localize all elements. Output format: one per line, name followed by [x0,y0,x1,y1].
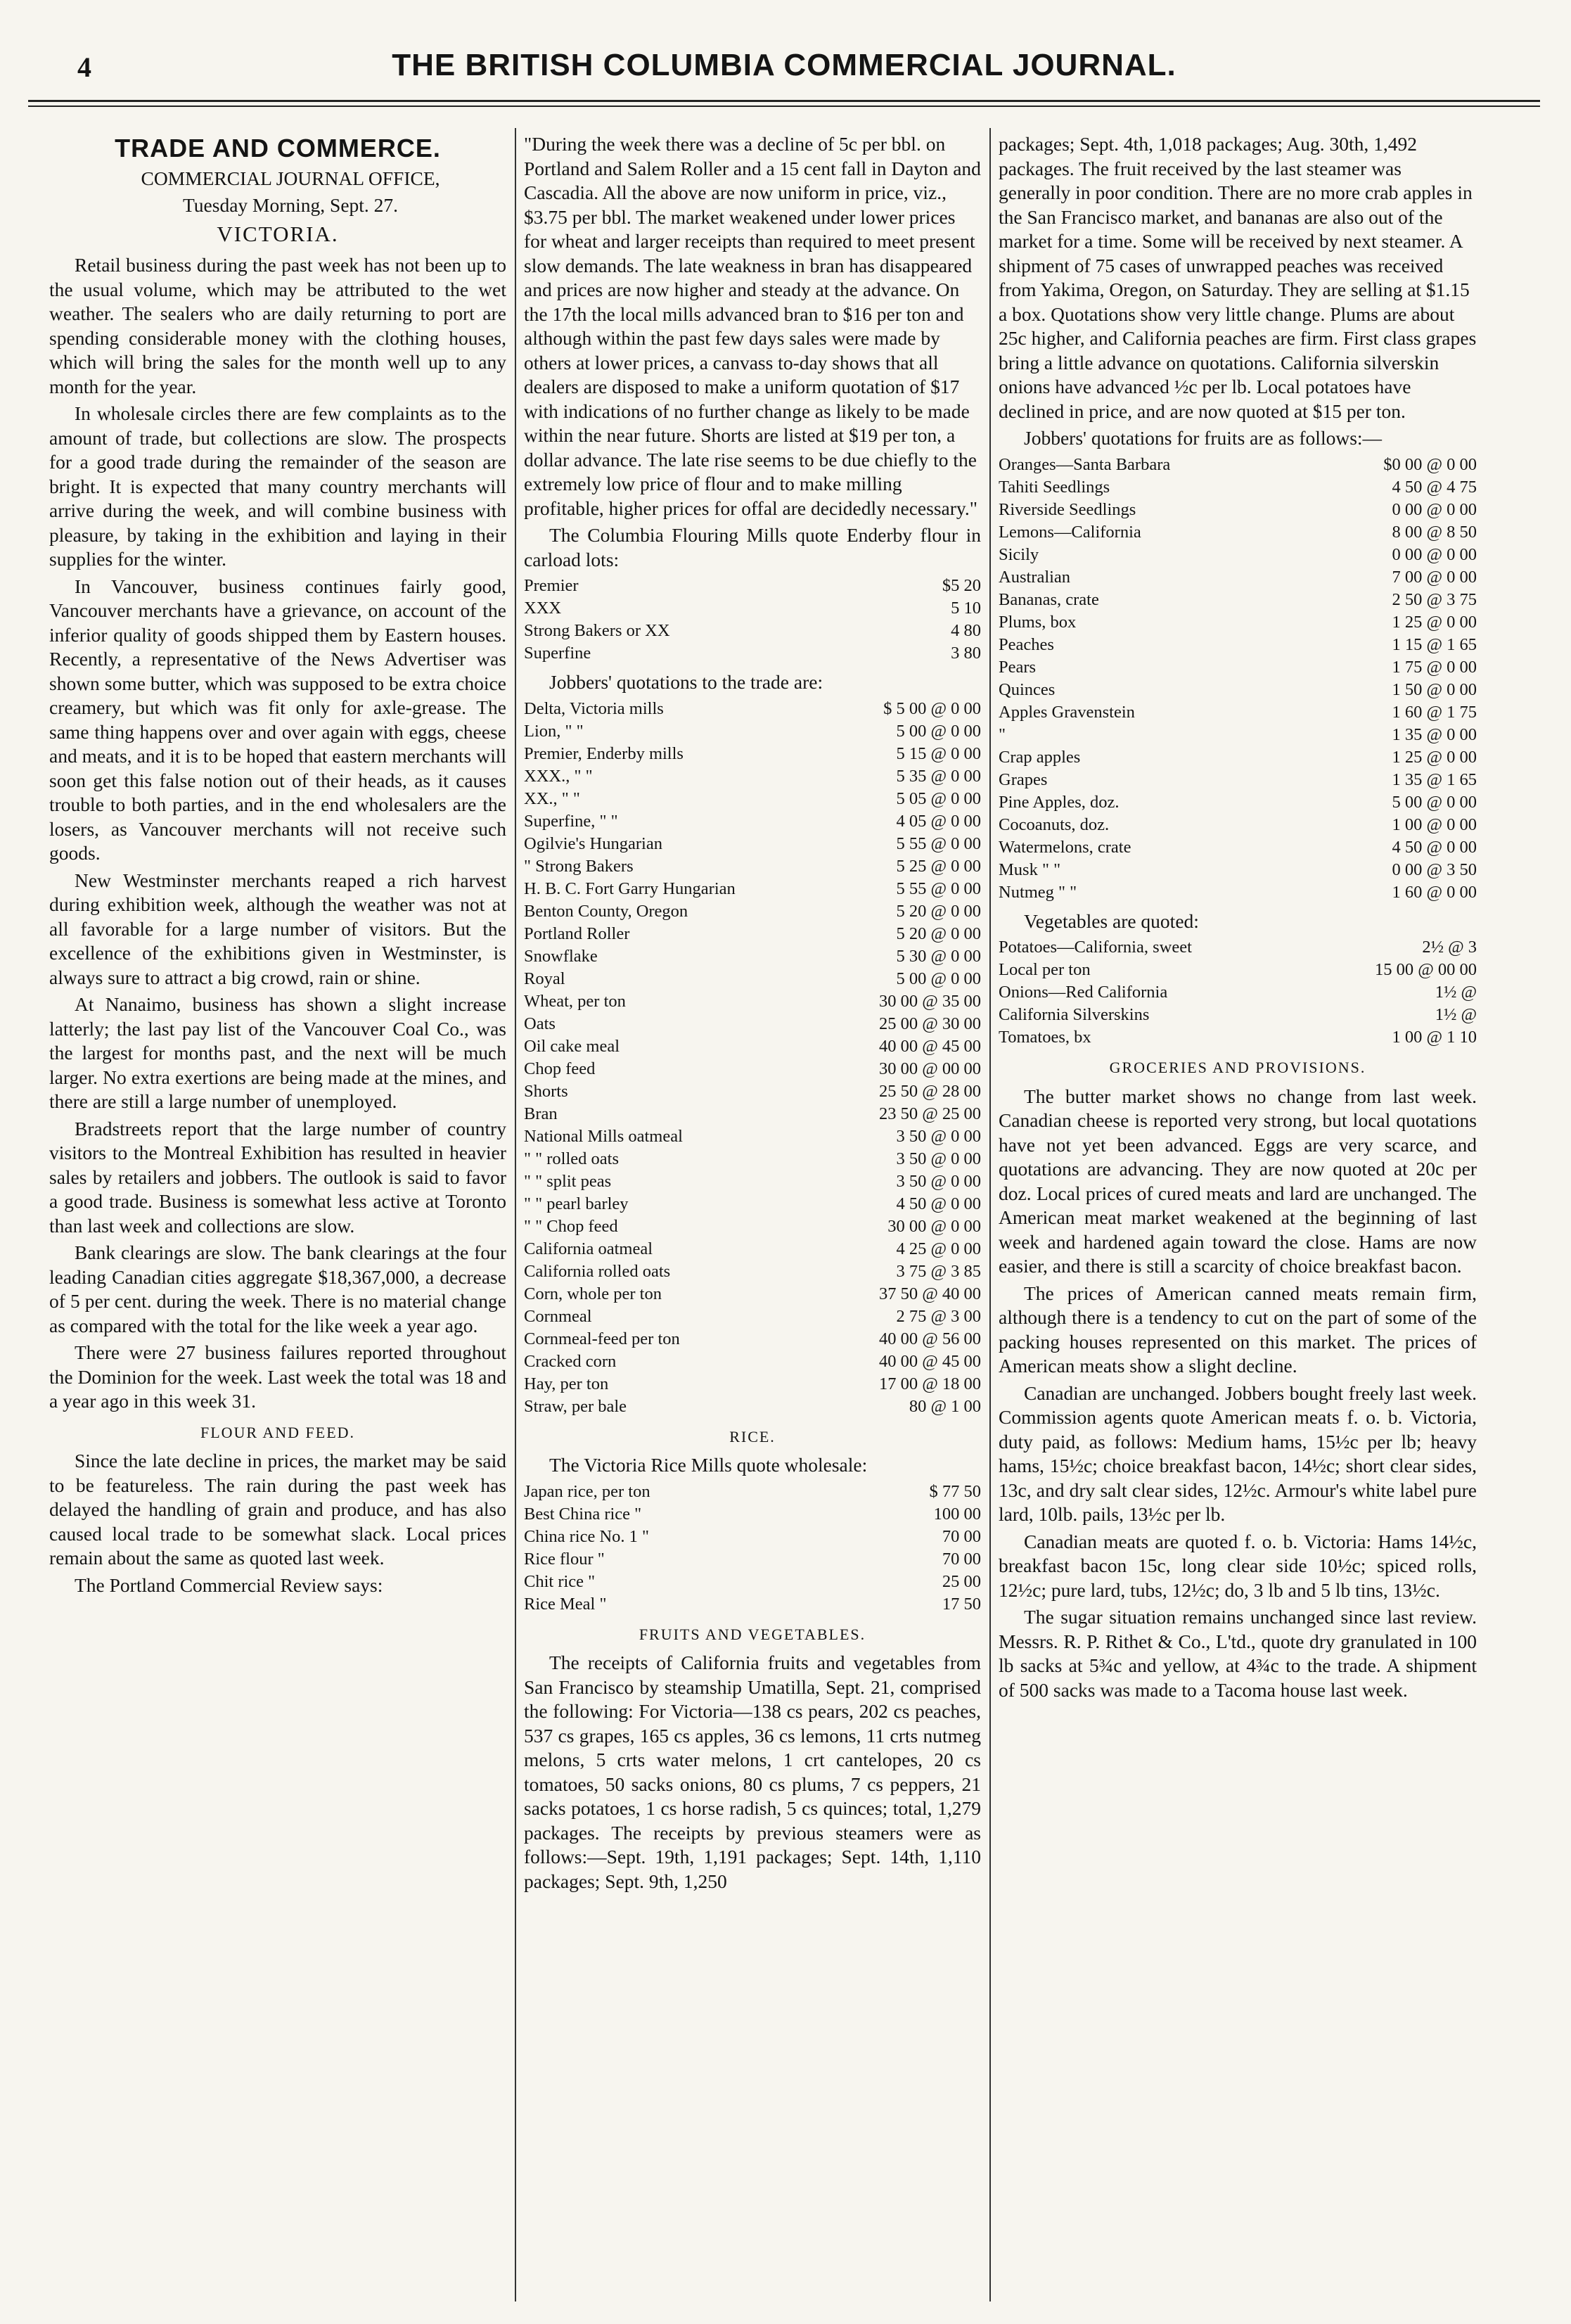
item-name: Oil cake meal [524,1036,620,1056]
price-row [524,1238,981,1260]
price-row [524,1103,981,1125]
item-price: 5 30 @ 0 00 [896,946,981,966]
item-price: 25 00 @ 30 00 [878,1014,981,1033]
item-price: 2 75 @ 3 00 [896,1306,981,1326]
item-name: Benton County, Oregon [524,901,688,921]
article-paragraph: packages; Sept. 4th, 1,018 packages; Aug. 30th, 1,492 packages. The fruit received by the last steamer was generally in poor condition. There are no more crab apples in the San Francisco market, and bananas are also out of the market for a time. Some will be received by next steamer. A shipment of 75 cases of unwrapped peaches was received from Yakima, Oregon, on Saturday. They are selling at $1.15 a box. Quotations show very little change. Plums are about 25c higher, and California peaches are firm. First class grapes bring a little advance on quotations. California silverskin onions have advanced ½c per lb. Local potatoes have declined in price, and are now quoted at $15 per ton. [999,133,1477,422]
price-row [524,968,981,990]
article-paragraph: New Westminster merchants reaped a rich harvest during exhibition week, although the weather was not at all favorable for a large number of visitors. But the excellence of the exhibitions given in Westminster, is always sure to attract a big crowd, rain or shine. [49,869,506,988]
subheading-fruits: FRUITS AND VEGETABLES. [639,1625,866,1643]
item-price: 5 00 @ 0 00 [896,721,981,741]
item-name: Pine Apples, doz. [999,792,1120,812]
price-row [524,1351,981,1373]
item-price: 5 20 @ 0 00 [896,901,981,921]
price-row [999,544,1477,566]
enderby-price-table [524,575,981,665]
price-row [999,521,1477,544]
article-paragraph: Bradstreets report that the large number of country visitors to the Montreal Exhibition has resulted in heavier sales by retailers and jobbers. The outlook is said to favor a good trade. Business is somewhat less active at Toronto than last week and collections are slow. [49,1117,506,1237]
fruit-price-table [999,454,1477,904]
article-paragraph: The Victoria Rice Mills quote wholesale: [549,1454,868,1476]
price-row [524,990,981,1013]
item-name: Premier, Enderby mills [524,743,684,763]
page-number: 4 [77,51,91,83]
price-row [524,1215,981,1238]
price-row [524,810,981,833]
item-price: 37 50 @ 40 00 [878,1284,981,1303]
article-paragraph: Jobbers' quotations for fruits are as follows:— [1024,427,1383,449]
subheading-rice: RICE. [729,1427,776,1445]
item-name: California Silverskins [999,1005,1150,1024]
item-price: $ 77 50 [929,1481,981,1501]
item-name: Potatoes—California, sweet [999,938,1192,957]
price-row [524,833,981,855]
item-name: Onions—Red California [999,983,1168,1002]
item-price: 3 50 @ 0 00 [896,1126,981,1146]
price-row [999,936,1477,959]
item-price: 1 15 @ 1 65 [1392,634,1477,654]
price-row [524,1125,981,1148]
item-price: 4 25 @ 0 00 [896,1239,981,1258]
item-name: Chop feed [524,1059,596,1078]
item-name: Nutmeg " " [999,882,1077,902]
item-price: 0 00 @ 0 00 [1392,499,1477,519]
price-row [524,1526,981,1548]
item-name: H. B. C. Fort Garry Hungarian [524,879,736,898]
price-row [524,1373,981,1396]
price-row [524,698,981,720]
item-price: 1 00 @ 0 00 [1392,815,1477,834]
price-row [999,589,1477,611]
vegetable-price-table [999,936,1477,1049]
article-paragraph: The receipts of California fruits and vegetables from San Francisco by steamship Umatilla, Sept. 21, comprised the following: For Victoria—138 cs pears, 202 cs peaches, 537 cs grapes, 165 cs apples, 36 cs lemons, 11 crts nutmeg melons, 5 crts water melons, 1 crt cantelopes, 20 cs tomatoes, 50 sacks onions, 80 cs plums, 7 cs peppers, 21 sacks potatoes, 1 cs horse radish, 5 cs quinces; total, 1,279 packages. The receipts by previous steamers were as follows:—Sept. 19th, 1,191 packages; Sept. 14th, 1,110 packages; Sept. 9th, 1,250 [524,1652,981,1892]
article-paragraph: The prices of American canned meats remain firm, although there is a tendency to cut on the part of some of the packing houses represented on this market. The prices of American meats show a slight decline. [999,1282,1477,1377]
price-row [999,1026,1477,1049]
price-row [524,1283,981,1305]
item-price: 4 80 [951,621,981,640]
item-name: Best China rice " [524,1504,642,1524]
item-name: Premier [524,576,579,595]
item-name: Australian [999,567,1071,587]
item-price: 40 00 @ 56 00 [878,1329,981,1348]
item-name: Peaches [999,634,1054,654]
price-row [524,1035,981,1058]
article-paragraph: Vegetables are quoted: [1024,909,1199,932]
item-name: Hay, per ton [524,1374,609,1393]
article-paragraph: Canadian are unchanged. Jobbers bought freely last week. Commission agents quote American meats f. o. b. Victoria, duty paid, as follows: Medium hams, 15½c per lb; heavy hams, 15½c; choice breakfast bacon, 14½c; short clear sides, 13c, and dry salt clear sides, 12½c. Armour's white label pure lard, 10lb. pails, 13½c per lb. [999,1381,1477,1525]
price-row [524,720,981,743]
item-name: Pears [999,657,1037,677]
item-name: Royal [524,969,565,988]
price-row [999,981,1477,1004]
price-row [524,1305,981,1328]
item-name: Strong Bakers or XX [524,621,670,640]
item-price: 40 00 @ 45 00 [878,1036,981,1056]
price-row [524,878,981,900]
item-name: Musk " " [999,860,1061,879]
item-name: Superfine [524,644,591,663]
item-name: XXX [524,599,562,618]
price-row [999,1004,1477,1026]
item-price: 40 00 @ 45 00 [878,1351,981,1371]
item-price: $0 00 @ 0 00 [1383,454,1477,474]
item-price: $5 20 [942,576,981,595]
item-name: Chit rice " [524,1571,596,1591]
item-price: 30 00 @ 00 00 [878,1059,981,1078]
masthead-rule-secondary [28,106,1540,107]
item-name: Superfine, " " [524,811,618,831]
item-name: Wheat, per ton [524,991,626,1011]
price-row [524,1481,981,1503]
column-3 [999,132,1477,2299]
column-divider [515,128,516,2301]
item-price: 30 00 @ 35 00 [878,991,981,1011]
item-price: 5 55 @ 0 00 [896,879,981,898]
item-price: 5 25 @ 0 00 [896,856,981,876]
item-price: 4 50 @ 0 00 [896,1194,981,1213]
item-price: 0 00 @ 0 00 [1392,544,1477,564]
item-price: 15 00 @ 00 00 [1374,960,1477,979]
city-heading: VICTORIA. [217,221,339,246]
item-name: Tomatoes, bx [999,1028,1091,1047]
item-price: 80 @ 1 00 [909,1396,981,1416]
item-price: 3 80 [951,644,981,663]
price-row [999,724,1477,746]
item-name: Oats [524,1014,556,1033]
price-row [524,575,981,597]
article-paragraph: Retail business during the past week has not been up to the usual volume, which may be attributed to the wet weather. The sealers who are daily returning to port are spending considerable money with the clothing houses, which will bring the sales for the month well up to any month for the year. [49,254,506,397]
article-paragraph: There were 27 business failures reported throughout the Dominion for the week. Last week the total was 18 and a year ago in this week 31. [49,1341,506,1412]
item-name: " [999,724,1006,744]
item-price: 1 35 @ 0 00 [1392,724,1477,744]
item-name: Rice flour " [524,1549,605,1569]
price-row [999,499,1477,521]
item-name: Cornmeal-feed per ton [524,1329,680,1348]
item-name: Japan rice, per ton [524,1481,650,1501]
item-name: Crap apples [999,747,1081,767]
item-price: 70 00 [942,1549,981,1569]
price-row [524,1080,981,1103]
item-name: Shorts [524,1081,568,1101]
item-price: 1 60 @ 0 00 [1392,882,1477,902]
item-price: 5 15 @ 0 00 [896,743,981,763]
item-price: 25 50 @ 28 00 [878,1081,981,1101]
rice-price-table [524,1481,981,1616]
item-price: 23 50 @ 25 00 [878,1104,981,1123]
item-name: Portland Roller [524,924,630,943]
item-price: 5 00 @ 0 00 [1392,792,1477,812]
office-line: COMMERCIAL JOURNAL OFFICE, [141,167,440,189]
item-name: " " split peas [524,1171,612,1191]
price-row [999,679,1477,701]
price-row [524,1170,981,1193]
dateline: Tuesday Morning, Sept. 27. [182,194,399,216]
price-row [524,900,981,923]
item-name: Cornmeal [524,1306,592,1326]
item-name: Lemons—California [999,522,1141,542]
item-name: Ogilvie's Hungarian [524,834,662,853]
item-name: " " Chop feed [524,1216,618,1236]
price-row [999,611,1477,634]
price-row [999,634,1477,656]
price-row [999,791,1477,814]
item-price: 1 35 @ 1 65 [1392,770,1477,789]
column-1 [49,132,506,2299]
item-name: Cracked corn [524,1351,617,1371]
item-name: China rice No. 1 " [524,1526,650,1546]
price-row [524,765,981,788]
price-row [999,814,1477,836]
item-name: Delta, Victoria mills [524,698,664,718]
masthead-rule [28,100,1540,102]
section-headline: TRADE AND COMMERCE. [115,134,441,162]
item-name: California rolled oats [524,1261,671,1281]
item-name: " " rolled oats [524,1149,619,1168]
price-row [524,1503,981,1526]
item-price: 0 00 @ 3 50 [1392,860,1477,879]
price-row [524,945,981,968]
price-row [999,701,1477,724]
item-name: Riverside Seedlings [999,499,1136,519]
item-name: XX., " " [524,788,580,808]
item-name: XXX., " " [524,766,593,786]
item-name: Oranges—Santa Barbara [999,454,1171,474]
item-name: Apples Gravenstein [999,702,1135,722]
subheading-flour: FLOUR AND FEED. [200,1423,356,1441]
item-name: " " pearl barley [524,1194,629,1213]
item-name: Plums, box [999,612,1077,632]
item-price: 17 50 [942,1594,981,1614]
item-name: Corn, whole per ton [524,1284,662,1303]
item-name: Sicily [999,544,1039,564]
price-row [999,881,1477,904]
article-paragraph: In Vancouver, business continues fairly good, Vancouver merchants have a grievance, on account of the inferior quality of goods shipped them by Eastern houses. Recently, a representative of the News Advertiser was shown some butter, which was supposed to be extra choice creamery, but which was fit only for axle-grease. The same thing happens over and over again with eggs, cheese and meats, and it is to be hoped that eastern merchants will soon get this false notion out of their heads, as it causes trouble to both parties, and in the end wholesalers are the losers, as Vancouver merchants will not receive such goods. [49,575,506,864]
jobbers-price-table [524,698,981,1418]
item-name: Cocoanuts, doz. [999,815,1110,834]
column-2 [524,132,981,2299]
price-row [999,476,1477,499]
item-price: 1 75 @ 0 00 [1392,657,1477,677]
price-row [524,788,981,810]
item-price: 3 75 @ 3 85 [896,1261,981,1281]
price-row [524,1328,981,1351]
price-row [524,597,981,620]
price-row [524,620,981,642]
price-row [524,1260,981,1283]
item-price: 70 00 [942,1526,981,1546]
article-paragraph: Since the late decline in prices, the market may be said to be featureless. The rain during the past week has delayed the handling of grain and produce, and has also caused local trade to be somewhat slack. Local prices remain about the same as quoted last week. [49,1450,506,1569]
item-price: $ 5 00 @ 0 00 [883,698,981,718]
item-name: Lion, " " [524,721,584,741]
item-price: 2½ @ 3 [1422,938,1477,957]
price-row [524,1148,981,1170]
item-name: National Mills oatmeal [524,1126,683,1146]
item-price: 25 00 [942,1571,981,1591]
price-row [524,1058,981,1080]
price-row [524,1013,981,1035]
article-paragraph: Canadian meats are quoted f. o. b. Victoria: Hams 14½c, breakfast bacon 15c, long clear side 10½c; spiced rolls, 12½c; pure lard, tubs, 12½c; do, 3 lb and 5 lb tins, 13½c. [999,1530,1477,1601]
item-name: Watermelons, crate [999,837,1131,857]
article-paragraph: The Portland Commercial Review says: [75,1573,383,1596]
price-row [999,959,1477,981]
article-paragraph: In wholesale circles there are few complaints as to the amount of trade, but collections are slow. The prospects for a good trade during the remainder of the season are bright. It is expected that many country merchants will arrive during the week, and will combine business with pleasure, by taking in the exhibition and laying in their supplies for the winter. [49,402,506,570]
price-row [524,1548,981,1571]
item-price: 30 00 @ 0 00 [887,1216,981,1236]
item-price: 1 60 @ 1 75 [1392,702,1477,722]
item-price: 5 20 @ 0 00 [896,924,981,943]
item-price: 4 50 @ 0 00 [1392,837,1477,857]
journal-title: THE BRITISH COLUMBIA COMMERCIAL JOURNAL. [392,48,1176,82]
item-price: 1½ @ [1435,1005,1477,1024]
price-row [524,1571,981,1593]
item-price: 1 25 @ 0 00 [1392,612,1477,632]
item-name: Bananas, crate [999,589,1099,609]
price-row [999,454,1477,476]
subheading-groceries: GROCERIES AND PROVISIONS. [1109,1059,1366,1076]
item-name: Snowflake [524,946,598,966]
price-row [524,855,981,878]
item-price: 7 00 @ 0 00 [1392,567,1477,587]
article-paragraph: The sugar situation remains unchanged since last review. Messrs. R. P. Rithet & Co., L'td., quote dry granulated in 100 lb sacks at 5¾c and yellow, at 4¾c to the trade. A shipment of 500 sacks was made to a Tacoma house last week. [999,1606,1477,1701]
item-price: 5 10 [951,599,981,618]
item-price: 4 50 @ 4 75 [1392,477,1477,497]
price-row [999,769,1477,791]
item-price: 4 05 @ 0 00 [896,811,981,831]
item-name: Rice Meal " [524,1594,607,1614]
item-name: Grapes [999,770,1048,789]
article-paragraph: Jobbers' quotations to the trade are: [549,671,823,693]
item-name: Local per ton [999,960,1091,979]
price-row [999,836,1477,859]
article-paragraph: "During the week there was a decline of 5c per bbl. on Portland and Salem Roller and a 15 cent fall in Dayton and Cascadia. All the above are now uniform in price, viz., $3.75 per bbl. The market weakened under lower prices for wheat and larger receipts than required to meet present slow demands. The late weakness in bran has disappeared and prices are now higher and steady at the advance. On the 17th the local mills advanced bran to $16 per ton and although within the past few days sales were made by others at lower prices, a canvass to-day shows that all dealers are disposed to make a uniform quotation of $17 with indications of no further change as likely to be made within the near future. Shorts are listed at $19 per ton, a dollar advance. The late rise seems to be due chiefly to the extremely low price of flour and to make milling profitable, higher prices for offal are decidedly necessary." [524,133,981,519]
item-name: " Strong Bakers [524,856,634,876]
price-row [524,1593,981,1616]
price-row [524,743,981,765]
item-price: 2 50 @ 3 75 [1392,589,1477,609]
item-price: 3 50 @ 0 00 [896,1171,981,1191]
item-name: Straw, per bale [524,1396,627,1416]
item-price: 5 05 @ 0 00 [896,788,981,808]
price-row [999,746,1477,769]
item-price: 17 00 @ 18 00 [878,1374,981,1393]
item-price: 1 50 @ 0 00 [1392,679,1477,699]
item-price: 5 00 @ 0 00 [896,969,981,988]
item-price: 3 50 @ 0 00 [896,1149,981,1168]
price-row [999,656,1477,679]
price-row [999,859,1477,881]
masthead [28,48,1540,97]
price-row [524,1193,981,1215]
article-paragraph: At Nanaimo, business has shown a slight increase latterly; the last pay list of the Vancouver Coal Co., was the largest for months past, and the next will be much larger. No extra exertions are being made at the mines, and there are still a large number of unemployed. [49,993,506,1112]
price-row [999,566,1477,589]
item-price: 8 00 @ 8 50 [1392,522,1477,542]
price-row [524,923,981,945]
item-price: 5 55 @ 0 00 [896,834,981,853]
article-paragraph: Bank clearings are slow. The bank clearings at the four leading Canadian cities aggregate $18,367,000, a decrease of 5 per cent. during the week. There is no material change as compared with the total for the like week a year ago. [49,1241,506,1336]
item-price: 1 25 @ 0 00 [1392,747,1477,767]
article-paragraph: The butter market shows no change from last week. Canadian cheese is reported very strong, but local quotations have not yet been advanced. Eggs are very scarce, and quotations are advancing. They are now quoted at 20c per doz. Local prices of cured meats and lard are unchanged. The American meat market weakened at the beginning of last week and hardened again toward the close. Hams are now easier, and there is still a scarcity of choice breakfast bacon. [999,1085,1477,1277]
item-name: Bran [524,1104,558,1123]
item-price: 5 35 @ 0 00 [896,766,981,786]
item-price: 100 00 [933,1504,981,1524]
article-paragraph: The Columbia Flouring Mills quote Enderby flour in carload lots: [524,524,981,570]
item-price: 1 00 @ 1 10 [1392,1028,1477,1047]
item-name: Quinces [999,679,1056,699]
item-name: California oatmeal [524,1239,653,1258]
price-row [524,1396,981,1418]
price-row [524,642,981,665]
item-name: Tahiti Seedlings [999,477,1110,497]
column-divider [989,128,991,2301]
item-price: 1½ @ [1435,983,1477,1002]
